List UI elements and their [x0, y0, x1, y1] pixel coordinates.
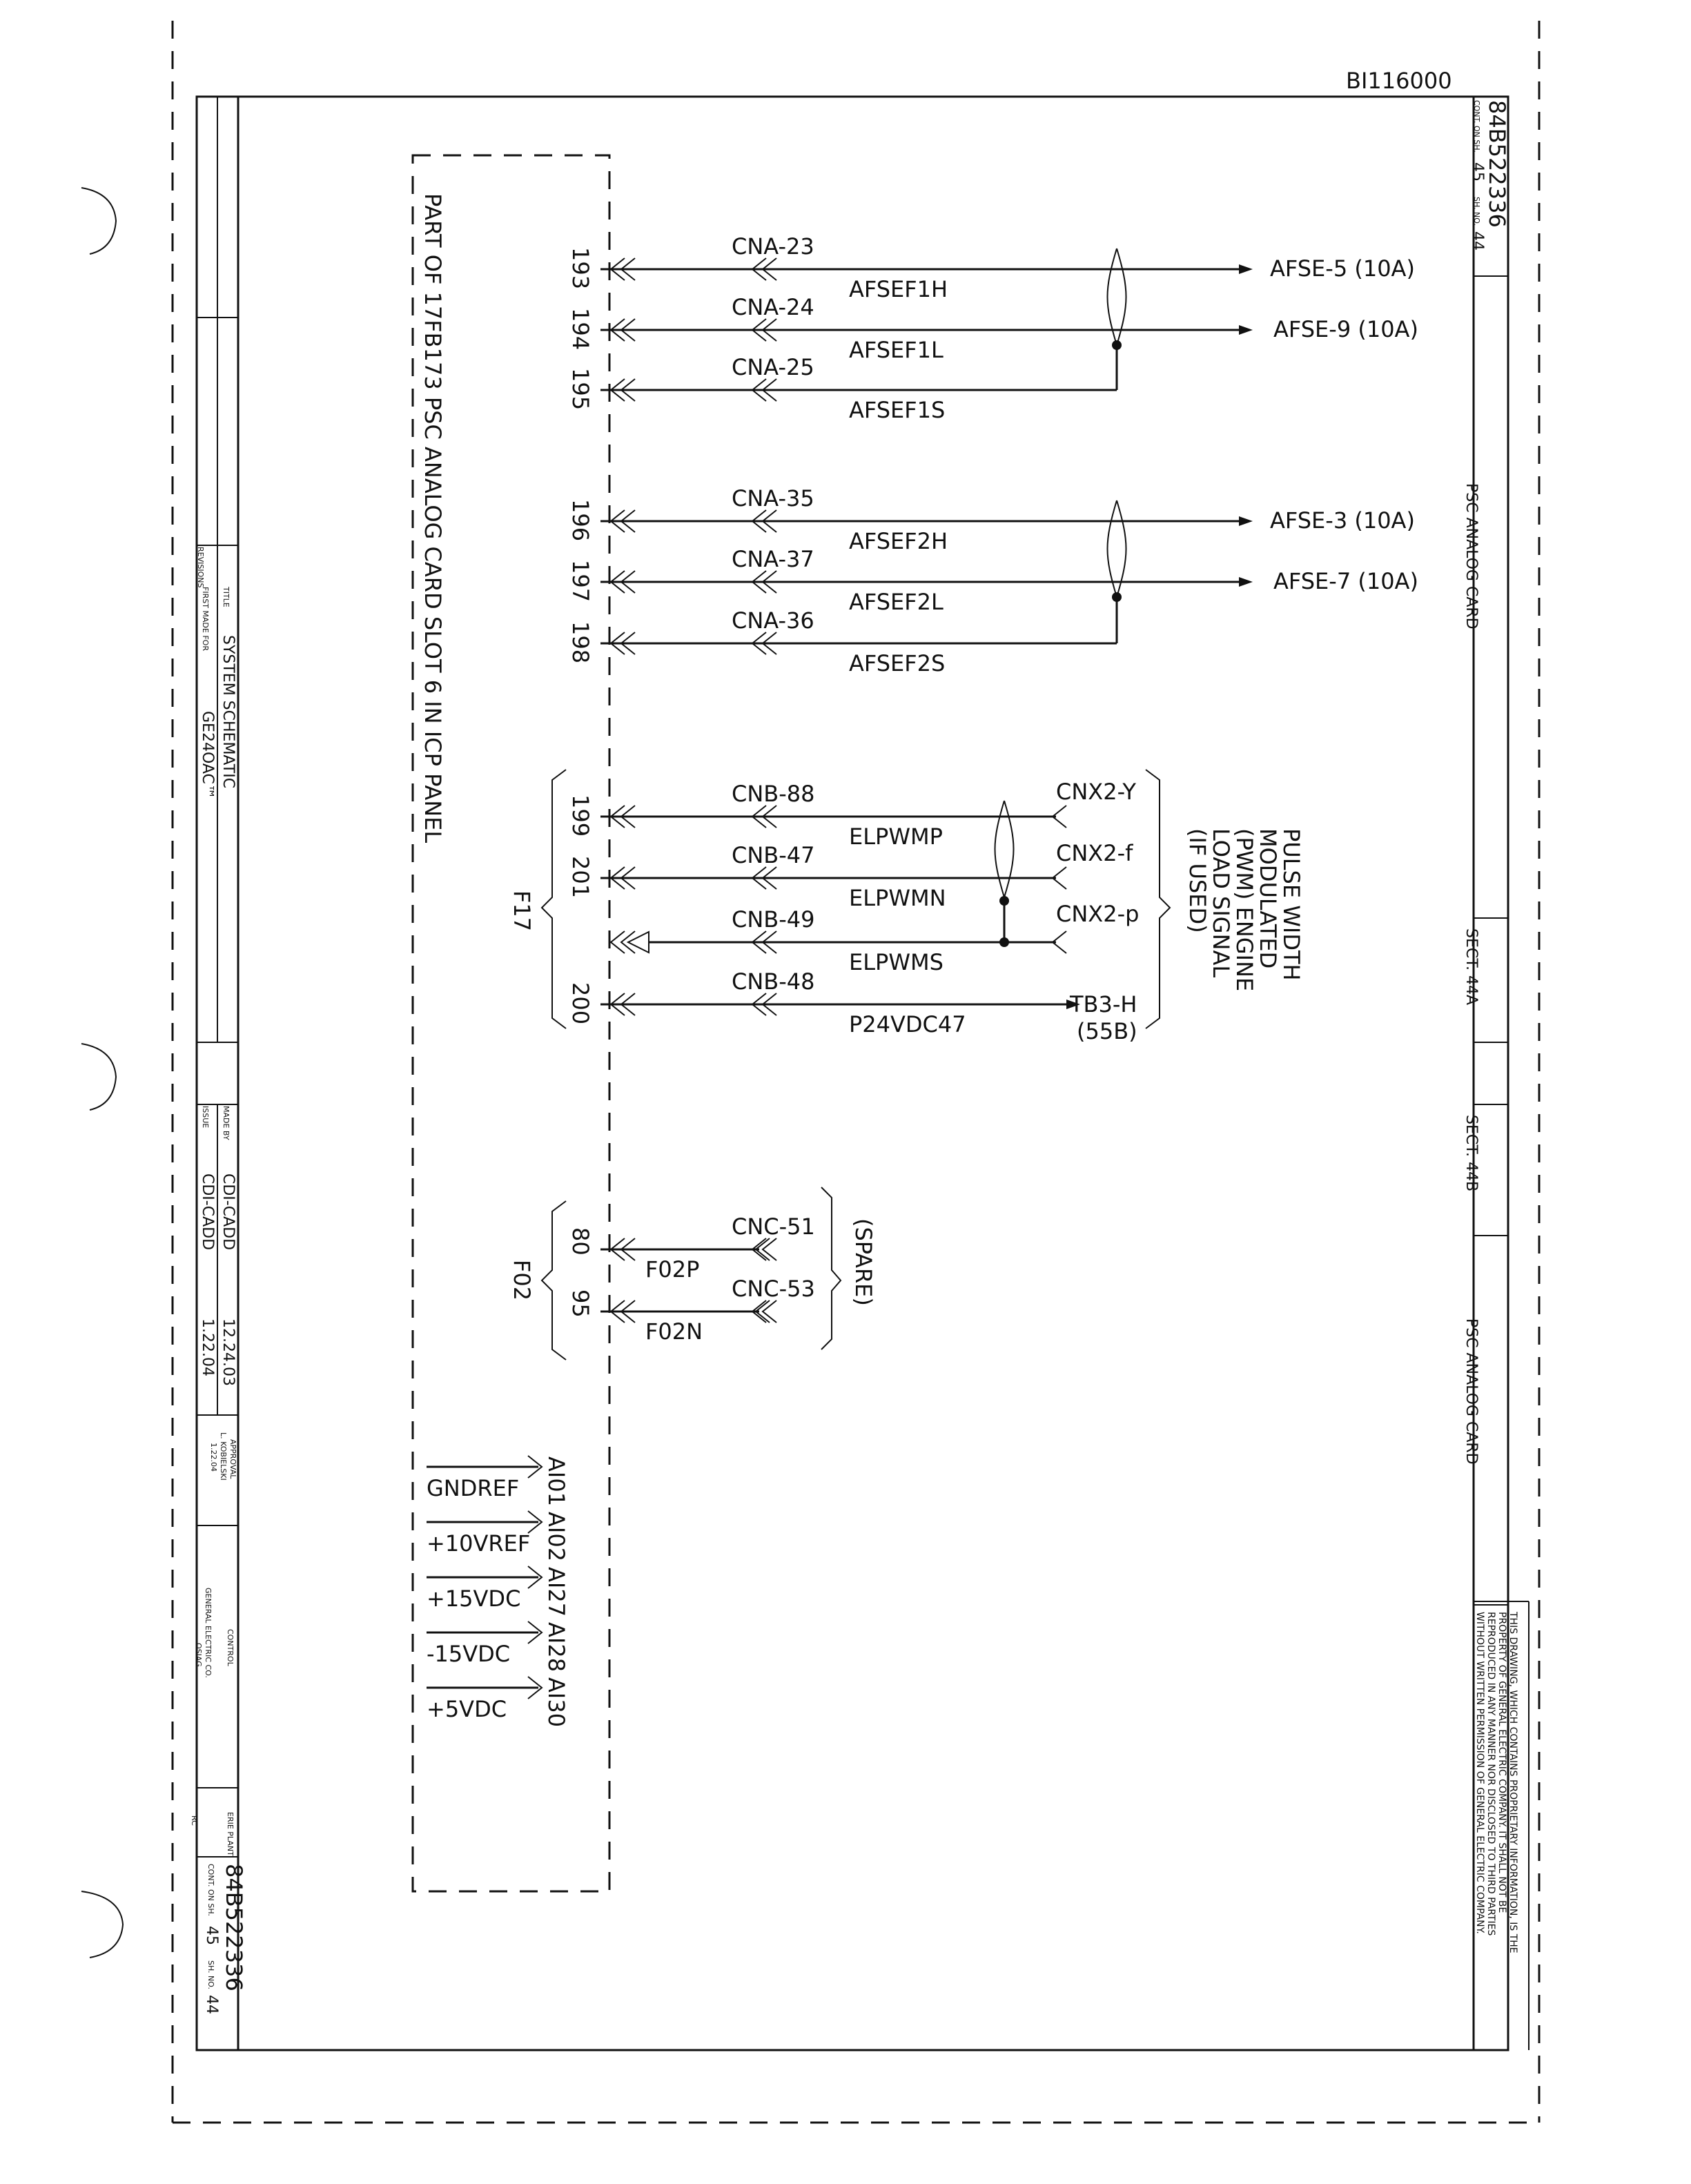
connector-label: CNC-51 — [732, 1213, 815, 1240]
pin-number: 197 — [567, 560, 594, 603]
connector-label: CNA-23 — [732, 233, 814, 260]
circuit-80 — [567, 1213, 815, 1283]
circuit-elpwms — [611, 901, 1139, 975]
pwm-note — [1184, 828, 1304, 991]
pin-number: 95 — [567, 1289, 594, 1318]
reference-signal-label: +10VREF — [427, 1530, 531, 1557]
cont-sheet-top: 45 — [1469, 162, 1486, 182]
circuit-198 — [567, 607, 1117, 676]
issue-label: ISSUE — [201, 1106, 210, 1129]
left-title-block-lines — [197, 97, 238, 1857]
connector-label: CNB-47 — [732, 842, 815, 868]
circuits — [567, 233, 1418, 1345]
analog-input-label: AI30 — [543, 1677, 569, 1728]
sheet-label-bottom: SH. NO. — [206, 1960, 215, 1989]
svg-text:REPRODUCED IN ANY MANNER NOR D: REPRODUCED IN ANY MANNER NOR DISCLOSED TO THIRD PARTIES — [1485, 1612, 1496, 1936]
f02-brace — [542, 1201, 566, 1360]
circuit-195 — [567, 354, 1117, 423]
connector-label: CNA-35 — [732, 485, 814, 511]
circuit-194 — [567, 294, 1418, 363]
wire-label: ELPWMS — [849, 949, 944, 975]
connector-label: CNA-25 — [732, 354, 814, 380]
cont-label-bottom: CONT. ON SH. — [206, 1864, 215, 1916]
first-made-label: FIRST MADE FOR — [201, 587, 210, 651]
circuit-95 — [567, 1276, 815, 1345]
drawing-number-top: 84B522336 — [1484, 100, 1510, 228]
made-by-label: MADE BY — [222, 1106, 231, 1140]
connector-label: CNA-37 — [732, 546, 814, 572]
made-by-value: CDI-CADD — [219, 1173, 237, 1251]
circuit-193 — [567, 233, 1415, 302]
wire-label: ELPWMN — [849, 885, 946, 911]
spare-label: (SPARE) — [850, 1218, 877, 1306]
sheet-label-top: SH. NO. — [1472, 197, 1481, 226]
reference-ai27 — [427, 1566, 569, 1617]
circuit-200 — [567, 968, 1137, 1044]
svg-text:PULSE WIDTH: PULSE WIDTH — [1278, 828, 1304, 981]
first-made-value: GE24OAC™ — [199, 711, 216, 799]
company-name: GENERAL ELECTRIC CO. — [204, 1588, 213, 1678]
destination-label: AFSE-5 (10A) — [1270, 255, 1415, 282]
panel-label: PART OF 17FB173 PSC ANALOG CARD SLOT 6 IN ICP PANEL — [420, 193, 446, 844]
destination-label: AFSE-3 (10A) — [1270, 507, 1415, 534]
wire-label: AFSEF2H — [849, 528, 948, 554]
wire-label: AFSEF2L — [849, 589, 944, 615]
pin-number: 201 — [567, 856, 594, 899]
connector-label: CNB-48 — [732, 968, 815, 995]
wire-arrow-icon — [1239, 516, 1253, 526]
reference-signals — [427, 1456, 569, 1727]
destination-label: CNX2-p — [1056, 901, 1140, 927]
revisions-label: REVISIONS — [196, 547, 205, 588]
made-date: 12.24.03 — [219, 1318, 237, 1386]
twisted-pair-elpwm — [995, 801, 1014, 947]
wire-label: AFSEF2S — [849, 650, 946, 676]
section-44b: SECT. 44B — [1463, 1115, 1480, 1192]
wire-label: F02N — [645, 1318, 703, 1345]
connector-label: CNB-49 — [732, 906, 815, 933]
issue-date: 1.22.04 — [199, 1318, 216, 1376]
pin-number: 193 — [567, 247, 594, 290]
document-number: BI116000 — [1346, 68, 1452, 94]
cont-label-top: CONT. ON SH. — [1472, 100, 1481, 153]
approval-date: 1.22.04 — [209, 1443, 218, 1472]
f02-label: F02 — [509, 1260, 535, 1301]
pin-number: 196 — [567, 499, 594, 542]
destination-label: AFSE-9 (10A) — [1273, 316, 1418, 342]
sheet-no-top: 44 — [1469, 231, 1486, 251]
analog-input-label: AI28 — [543, 1622, 569, 1673]
analog-input-label: AI01 — [543, 1456, 569, 1507]
destination-label: CNX2-Y — [1056, 779, 1136, 805]
pin-number: 198 — [567, 621, 594, 664]
pin-number: 194 — [567, 308, 594, 351]
connector-label: CNC-53 — [732, 1276, 815, 1302]
reference-signal-label: +5VDC — [427, 1696, 507, 1722]
wire-label: ELPWMP — [849, 823, 943, 850]
title-label: TITLE — [222, 587, 231, 607]
connector-label: CNA-24 — [732, 294, 814, 320]
spare-brace — [821, 1187, 841, 1349]
reference-signal-label: -15VDC — [427, 1641, 511, 1667]
company-code: OSIAG — [194, 1643, 203, 1667]
connector-label: CNB-88 — [732, 781, 815, 807]
svg-text:THIS DRAWING, WHICH CONTAINS P: THIS DRAWING, WHICH CONTAINS PROPRIETARY INFORMATION, IS THE — [1507, 1612, 1518, 1953]
f17-label: F17 — [509, 890, 535, 932]
svg-text:WITHOUT WRITTEN PERMISSION OF: WITHOUT WRITTEN PERMISSION OF GENERAL ELECTRIC COMPANY. — [1474, 1612, 1485, 1934]
reference-ai28 — [427, 1621, 569, 1672]
sheet-no-bottom: 44 — [203, 1995, 220, 2014]
rc-label: RC — [190, 1815, 199, 1826]
drawing-number-bottom: 84B522336 — [221, 1864, 247, 1991]
analog-input-label: AI02 — [543, 1512, 569, 1562]
schematic-title: SYSTEM SCHEMATIC — [219, 635, 237, 789]
control-label: CONTROL — [226, 1629, 235, 1666]
svg-text:MODULATED: MODULATED — [1255, 828, 1281, 969]
proprietary-notice — [1474, 1611, 1518, 1953]
section-44a: SECT. 44A — [1463, 928, 1480, 1006]
destination-label: AFSE-7 (10A) — [1273, 568, 1418, 594]
issue-value: CDI-CADD — [199, 1173, 216, 1251]
reference-ai30 — [427, 1677, 569, 1727]
cont-sheet-bottom: 45 — [203, 1926, 220, 1945]
reference-ai02 — [427, 1511, 569, 1561]
reference-signal-label: +15VDC — [427, 1586, 521, 1612]
approval-label: APPROVAL — [228, 1439, 237, 1479]
wire-label: AFSEF1S — [849, 397, 946, 423]
pin-number: 195 — [567, 368, 594, 411]
wire-label: P24VDC47 — [849, 1011, 966, 1037]
circuit-197 — [567, 546, 1418, 615]
reference-signal-label: GNDREF — [427, 1475, 520, 1501]
card-title-lower: PSC ANALOG CARD — [1463, 1318, 1480, 1465]
circuit-201 — [567, 840, 1133, 911]
f17-brace — [542, 770, 566, 1028]
svg-text:(IF USED): (IF USED) — [1184, 828, 1211, 933]
svg-text:LOAD SIGNAL: LOAD SIGNAL — [1208, 828, 1234, 978]
circuit-196 — [567, 485, 1415, 554]
connector-label: CNA-36 — [732, 607, 814, 634]
circuit-199 — [567, 779, 1136, 850]
binder-hole-marks — [81, 188, 123, 1958]
pin-number: 200 — [567, 982, 594, 1025]
wire-label: AFSEF1H — [849, 276, 948, 302]
wire-arrow-icon — [1239, 577, 1253, 587]
plant-label: ERIE PLANT — [226, 1812, 235, 1856]
analog-input-label: AI27 — [543, 1567, 569, 1617]
pin-number: 80 — [567, 1227, 594, 1256]
reference-ai01 — [427, 1456, 569, 1506]
destination-sublabel: (55B) — [1077, 1018, 1137, 1044]
svg-text:(PWM) ENGINE: (PWM) ENGINE — [1231, 828, 1258, 992]
pwm-brace — [1146, 770, 1170, 1028]
wire-label: F02P — [645, 1256, 700, 1283]
wire-label: AFSEF1L — [849, 337, 944, 363]
card-connector-chevron — [611, 931, 635, 953]
pin-number: 199 — [567, 794, 594, 837]
wire-arrow-icon — [1239, 325, 1253, 335]
card-title-upper: PSC ANALOG CARD — [1463, 483, 1480, 630]
destination-label: TB3-H — [1070, 991, 1137, 1017]
wire-arrow-icon — [1239, 264, 1253, 274]
svg-text:PROPERTY OF GENERAL ELECTRIC C: PROPERTY OF GENERAL ELECTRIC COMPANY. IT SHALL NOT BE — [1496, 1612, 1507, 1913]
approval-name: L. KOBIELSKI — [219, 1432, 228, 1481]
destination-label: CNX2-f — [1056, 840, 1133, 866]
